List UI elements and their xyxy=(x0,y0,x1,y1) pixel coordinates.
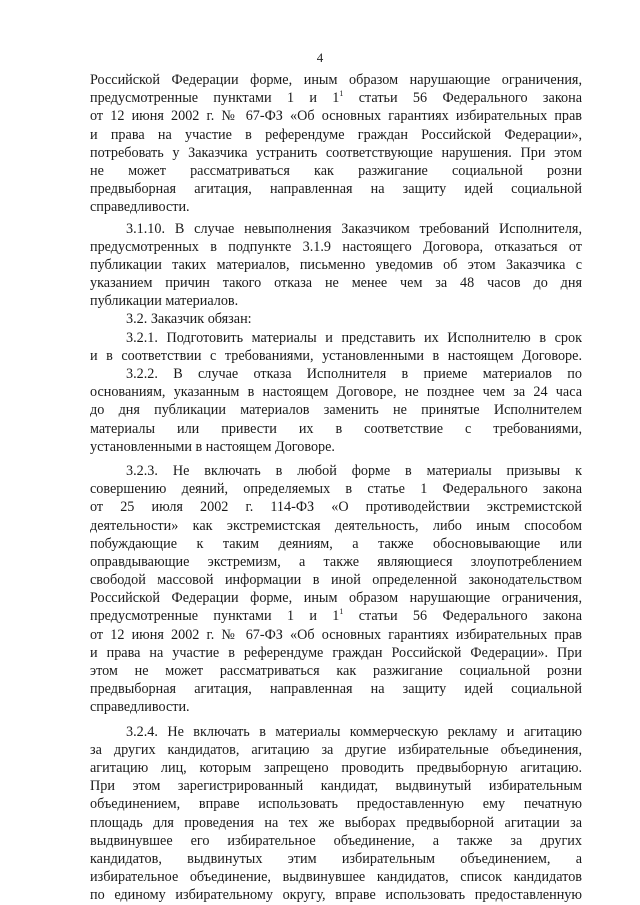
document-body xyxy=(90,71,582,904)
text-line: объединением, вправе использовать предоставленную ему печатную xyxy=(90,796,582,813)
text-line: предусмотренные пунктами 1 и $1^1$ статьи 56 Федерального закона xyxy=(90,89,582,107)
paragraph-3-2-2-start: 3.2.2. В случае отказа Исполнителя в приеме материалов по xyxy=(126,366,582,382)
text-line: свободой массовой информации в иной определенной законодательством xyxy=(90,572,582,589)
text-line: основаниям, указанным в настоящем Договоре, не позднее чем за 24 часа xyxy=(90,384,582,401)
text-line: При этом зарегистрированный кандидат, выдвинутый избирательным xyxy=(90,778,582,795)
text-line: избирательное объединение, выдвинувшее кандидатов, список кандидатов xyxy=(90,869,582,886)
text-line: потребовать у Заказчика устранить соответствующие нарушения. При этом xyxy=(90,144,582,161)
text-line: материалы или привести их в соответствие с требованиями, xyxy=(90,420,582,437)
text-line: совершению деяний, определяемых в статье 1 Федерального закона xyxy=(90,481,582,498)
text-line: от 25 июля 2002 г. 114-ФЗ «О противодействии экстремистской xyxy=(90,499,582,516)
text-line: не может рассматриваться как разжигание социальной розни xyxy=(90,162,582,179)
text-line: Российской Федерации форме, иным образом нарушающие ограничения, xyxy=(90,590,582,607)
text-line: Российской Федерации форме, иным образом нарушающие ограничения, xyxy=(90,72,582,88)
text-line: и в соответствии с требованиями, установленными в настоящем Договоре. xyxy=(90,347,582,364)
text-line: справедливости. xyxy=(90,199,190,216)
text-line: по единому избирательному округу, вправе использовать предоставленную xyxy=(90,887,582,904)
text-line: этом не может рассматриваться как разжигание социальной розни xyxy=(90,663,582,679)
superscript: 1 xyxy=(339,89,344,99)
text-line: публикации материалов. xyxy=(90,293,239,310)
text-line: от 12 июня 2002 г. № 67-ФЗ «Об основных гарантиях избирательных прав xyxy=(90,626,582,643)
text-line: кандидатов, выдвинутых этим избирательным объединением, а xyxy=(90,850,582,867)
paragraph-3-2-1-start: 3.2.1. Подготовить материалы и представить их Исполнителю в срок xyxy=(126,329,582,346)
text-line: и права на участие в референдуме граждан Российской Федерации», xyxy=(90,126,582,143)
paragraph-3-1-10-start: 3.1.10. В случае невыполнения Заказчиком требований Исполнителя, xyxy=(126,220,582,237)
text-line: от 12 июня 2002 г. № 67-ФЗ «Об основных гарантиях избирательных прав xyxy=(90,108,582,125)
text-line: побуждающие к таким деяниям, а также обосновывающие или xyxy=(90,535,582,552)
text-line: площадь для проведения на тех же выборах предвыборной агитации за xyxy=(90,814,582,831)
page-number: 4 xyxy=(316,50,324,65)
text-line: предвыборная агитация, направленная на защиту идей социальной xyxy=(90,681,582,698)
text-line: справедливости. xyxy=(90,699,190,716)
text-line: предусмотренные пунктами 1 и $1^1$ статьи 56 Федерального закона xyxy=(90,607,582,625)
text-line: выдвинувшее его избирательное объединение, а также за других xyxy=(90,832,582,849)
paragraph-3-2-3-start: 3.2.3. Не включать в любой форме в материалы призывы к xyxy=(126,462,582,479)
text-line: указанием причин такого отказа не менее чем за 48 часов до дня xyxy=(90,275,582,292)
text-line: и права на участие в референдуме граждан Российской Федерации». При xyxy=(90,644,582,661)
paragraph-3-2-4-start: 3.2.4. Не включать в материалы коммерческую рекламу и агитацию xyxy=(126,723,582,740)
text-line: предвыборная агитация, направленная на защиту идей социальной xyxy=(90,181,582,198)
text-line: публикации таких материалов, письменно уведомив об этом Заказчика с xyxy=(90,256,582,273)
text-line: за других кандидатов, агитацию за другие избирательные объединения, xyxy=(90,741,582,758)
text-line: деятельности» как экстремистская деятельность, либо иным способом xyxy=(90,517,582,534)
superscript: 1 xyxy=(339,607,344,617)
text-line: до дня публикации материалов заменить не принятые Исполнителем xyxy=(90,402,582,419)
section-3-2-heading: 3.2. Заказчик обязан: xyxy=(126,311,252,328)
text-line: агитацию лиц, которым запрещено проводить предвыборную агитацию. xyxy=(90,759,582,776)
text-line: оправдывающие экстремизм, а также являющиеся злоупотреблением xyxy=(90,553,582,570)
text-line: установленными в настоящем Договоре. xyxy=(90,438,335,455)
text-line: предусмотренных в подпункте 3.1.9 настоящего Договора, отказаться от xyxy=(90,238,582,255)
